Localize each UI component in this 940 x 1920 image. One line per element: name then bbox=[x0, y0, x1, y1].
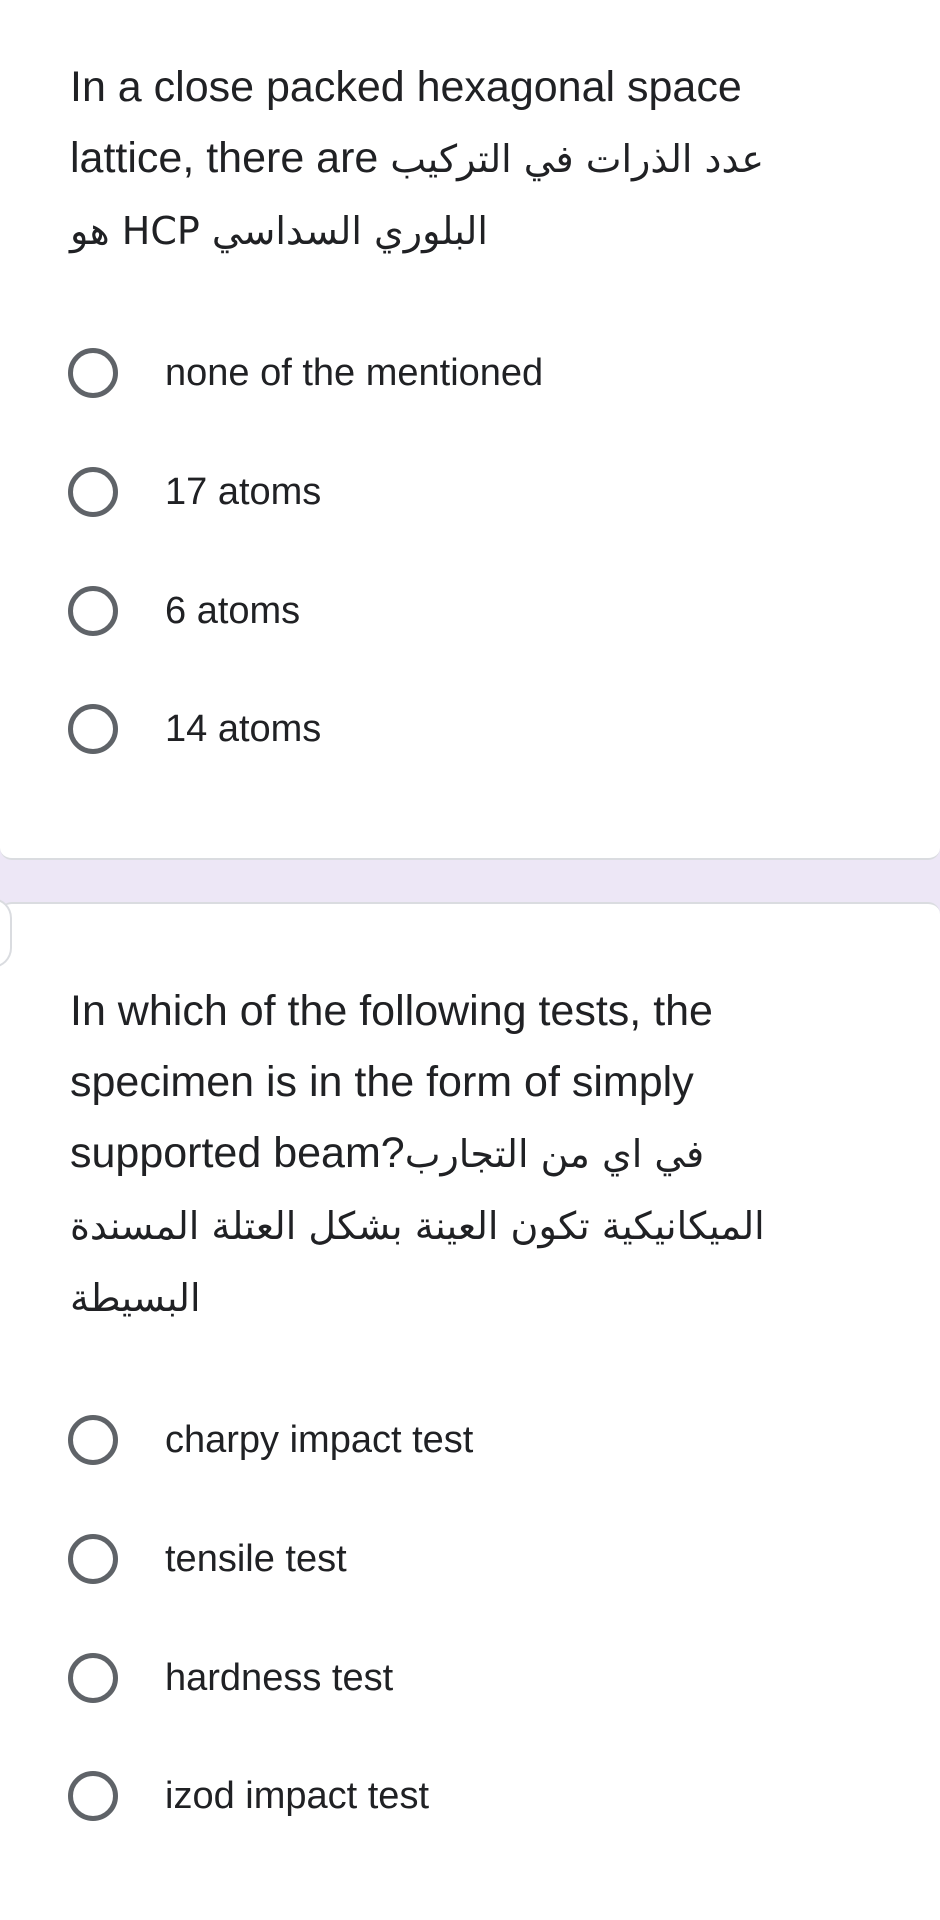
radio-unchecked-icon[interactable] bbox=[68, 1771, 118, 1821]
option-charpy-impact-test[interactable] bbox=[68, 1408, 473, 1472]
option-label: 14 atoms bbox=[165, 707, 322, 750]
option-label: 6 atoms bbox=[165, 589, 301, 632]
option-none-of-the-mentioned[interactable] bbox=[68, 341, 543, 405]
question-2-english: In which of the following tests, the specimen is in the form of simply supported beam? bbox=[70, 987, 713, 1177]
question-1-text bbox=[70, 52, 860, 267]
option-label: charpy impact test bbox=[165, 1418, 474, 1461]
option-label: tensile test bbox=[165, 1537, 347, 1580]
radio-unchecked-icon[interactable] bbox=[68, 348, 118, 398]
option-izod-impact-test[interactable] bbox=[68, 1764, 429, 1828]
option-label: hardness test bbox=[165, 1656, 394, 1699]
radio-unchecked-icon[interactable] bbox=[68, 1534, 118, 1584]
radio-unchecked-icon[interactable] bbox=[68, 1653, 118, 1703]
option-label: izod impact test bbox=[165, 1774, 429, 1817]
radio-unchecked-icon[interactable] bbox=[68, 467, 118, 517]
option-label: 17 atoms bbox=[165, 470, 322, 513]
option-label: none of the mentioned bbox=[165, 351, 544, 394]
option-6-atoms[interactable] bbox=[68, 579, 300, 643]
question-2-text bbox=[70, 976, 860, 1334]
question-card-2 bbox=[0, 902, 940, 1920]
radio-unchecked-icon[interactable] bbox=[68, 1415, 118, 1465]
option-hardness-test[interactable] bbox=[68, 1646, 393, 1710]
radio-unchecked-icon[interactable] bbox=[68, 704, 118, 754]
radio-unchecked-icon[interactable] bbox=[68, 586, 118, 636]
question-1-english: In a close packed hexagonal space lattice, there are bbox=[70, 63, 742, 182]
option-tensile-test[interactable] bbox=[68, 1527, 347, 1591]
option-17-atoms[interactable] bbox=[68, 460, 321, 524]
question-2-arabic: في اي من التجارب الميكانيكية تكون العينة بشكل العتلة المسندة البسيطة bbox=[70, 1132, 765, 1320]
option-14-atoms[interactable] bbox=[68, 697, 321, 761]
question-card-1 bbox=[0, 0, 940, 860]
question-1-arabic: عدد الذرات في التركيب البلوري السداسي HCP هو bbox=[70, 137, 765, 253]
